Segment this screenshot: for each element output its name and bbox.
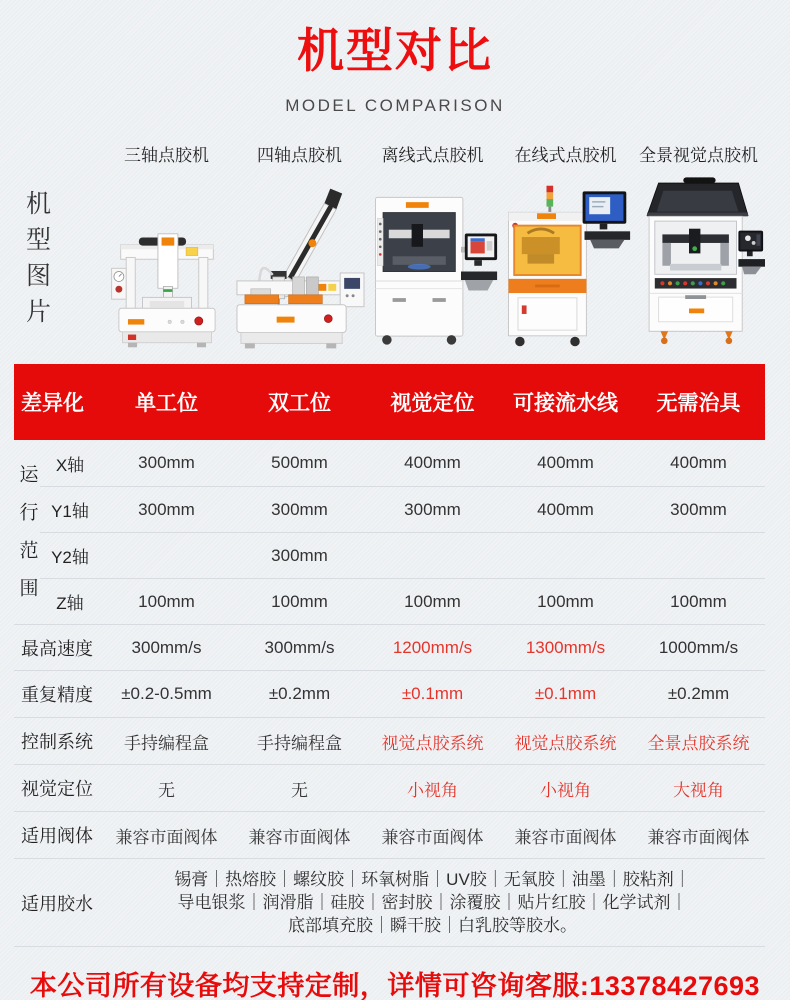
- spec-cell: 兼容市面阀体: [514, 827, 617, 847]
- table-row-glue-types: [14, 859, 765, 947]
- glue-types-text: [100, 868, 765, 937]
- customization-footer-note: 本公司所有设备均支持定制，详情可咨询客服:13378427693: [29, 971, 761, 1000]
- spec-cell: 无: [158, 780, 175, 800]
- travel-range-group: [14, 440, 765, 624]
- spec-cell: 大视角: [673, 780, 724, 800]
- table-row-z-axis: [40, 578, 765, 624]
- spec-cell: 100mm: [271, 591, 328, 611]
- spec-cell: ±0.2-0.5mm: [121, 684, 212, 703]
- machine-image-panoramic: [632, 172, 765, 350]
- spec-cell: 300mm/s: [131, 637, 202, 657]
- model-name-panoramic: 全景视觉点胶机: [639, 146, 758, 165]
- model-name-three-axis: 三轴点胶机: [124, 146, 209, 165]
- machine-image-offline: [366, 193, 499, 350]
- spec-cell: 400mm: [537, 453, 594, 472]
- page-title: 机型对比: [297, 24, 493, 77]
- spec-cell: 300mm: [404, 499, 461, 519]
- travel-range-label: 运行范围: [16, 464, 38, 616]
- spec-cell: 100mm: [537, 591, 594, 611]
- spec-cell: 300mm: [271, 499, 328, 519]
- table-row-max-speed: [14, 624, 765, 671]
- row-label-vision-positioning: 视觉定位: [21, 779, 93, 799]
- row-label-y1-axis: Y1轴: [51, 502, 89, 521]
- table-row-valve-compatibility: [14, 812, 765, 859]
- spec-cell: 手持编程盒: [124, 733, 209, 753]
- row-label-y2-axis: Y2轴: [51, 548, 89, 567]
- diff-header-band: [14, 364, 765, 440]
- model-name-offline: 离线式点胶机: [381, 146, 484, 165]
- row-label-x-axis: X轴: [55, 455, 85, 475]
- diff-value-4: 可接流水线: [513, 392, 618, 415]
- spec-cell: 100mm: [404, 591, 461, 611]
- machine-image-row: [14, 166, 765, 350]
- row-label-valve-compatibility: 适用阀体: [21, 826, 93, 846]
- spec-cell: 无: [291, 780, 308, 800]
- spec-cell: 兼容市面阀体: [381, 827, 484, 847]
- spec-cell: 100mm: [670, 591, 727, 611]
- model-names-row: [14, 141, 765, 166]
- spec-cell: 300mm/s: [264, 637, 335, 657]
- spec-cell: 兼容市面阀体: [647, 827, 750, 847]
- row-label-glue-types: 适用胶水: [21, 893, 93, 914]
- page-subtitle: MODEL COMPARISON: [285, 96, 505, 115]
- diff-value-1: 单工位: [135, 392, 198, 415]
- model-names-spacer: [14, 141, 100, 166]
- row-label-control-system: 控制系统: [21, 732, 93, 752]
- spec-cell: 400mm: [670, 453, 727, 472]
- spec-cell: ±0.1mm: [534, 684, 597, 703]
- spec-cell: 小视角: [407, 780, 458, 800]
- model-name-inline: 在线式点胶机: [514, 146, 617, 165]
- spec-cell: 300mm: [271, 545, 328, 565]
- spec-cell: 兼容市面阀体: [115, 827, 218, 847]
- table-row-repeat-precision: [14, 671, 765, 718]
- diff-value-5: 无需治具: [656, 392, 741, 415]
- spec-cell: 300mm: [138, 499, 195, 519]
- table-row-y1-axis: [40, 486, 765, 532]
- machine-image-four-axis: [233, 186, 366, 350]
- spec-cell: 小视角: [540, 780, 591, 800]
- row-label-repeat-precision: 重复精度: [21, 685, 93, 705]
- row-label-max-speed: 最高速度: [21, 638, 93, 659]
- spec-cell: 100mm: [138, 591, 195, 611]
- machine-image-three-axis: [100, 232, 233, 350]
- table-row-control-system: [14, 718, 765, 765]
- spec-cell: ±0.2mm: [667, 684, 730, 703]
- diff-band-label: 差异化: [21, 392, 84, 415]
- spec-cell: 400mm: [537, 499, 594, 519]
- spec-cell: 手持编程盒: [257, 733, 342, 753]
- image-row-label: 机型图片: [26, 189, 52, 327]
- spec-cell: 1200mm/s: [392, 637, 473, 657]
- table-row-vision-positioning: [14, 765, 765, 812]
- glue-line-1: 锡膏｜热熔胶｜螺纹胶｜环氧树脂｜UV胶｜无氧胶｜油墨｜胶粘剂｜: [174, 870, 691, 889]
- spec-cell: 视觉点胶系统: [514, 733, 617, 753]
- glue-line-3: 底部填充胶｜瞬干胶｜白乳胶等胶水。: [288, 916, 577, 935]
- spec-cell: 视觉点胶系统: [381, 733, 484, 753]
- diff-value-3: 视觉定位: [390, 392, 475, 415]
- spec-cell: 400mm: [404, 453, 461, 472]
- machine-image-inline: [499, 182, 632, 350]
- table-row-y2-axis: [40, 532, 765, 578]
- spec-cell: 1300mm/s: [525, 637, 606, 657]
- diff-value-2: 双工位: [268, 392, 331, 415]
- spec-cell: 300mm: [670, 499, 727, 519]
- spec-cell: ±0.1mm: [401, 684, 464, 703]
- spec-cell: ±0.2mm: [268, 684, 331, 703]
- spec-cell: 500mm: [271, 453, 328, 472]
- spec-cell: 300mm: [138, 453, 195, 472]
- spec-cell: 1000mm/s: [658, 637, 739, 657]
- spec-cell: 全景点胶系统: [647, 733, 750, 753]
- table-row-x-axis: [40, 440, 765, 486]
- spec-cell: 兼容市面阀体: [248, 827, 351, 847]
- glue-line-2: 导电银浆｜润滑脂｜硅胶｜密封胶｜涂覆胶｜贴片红胶｜化学试剂｜: [177, 893, 688, 912]
- model-name-four-axis: 四轴点胶机: [257, 146, 342, 165]
- row-label-z-axis: Z轴: [56, 594, 84, 613]
